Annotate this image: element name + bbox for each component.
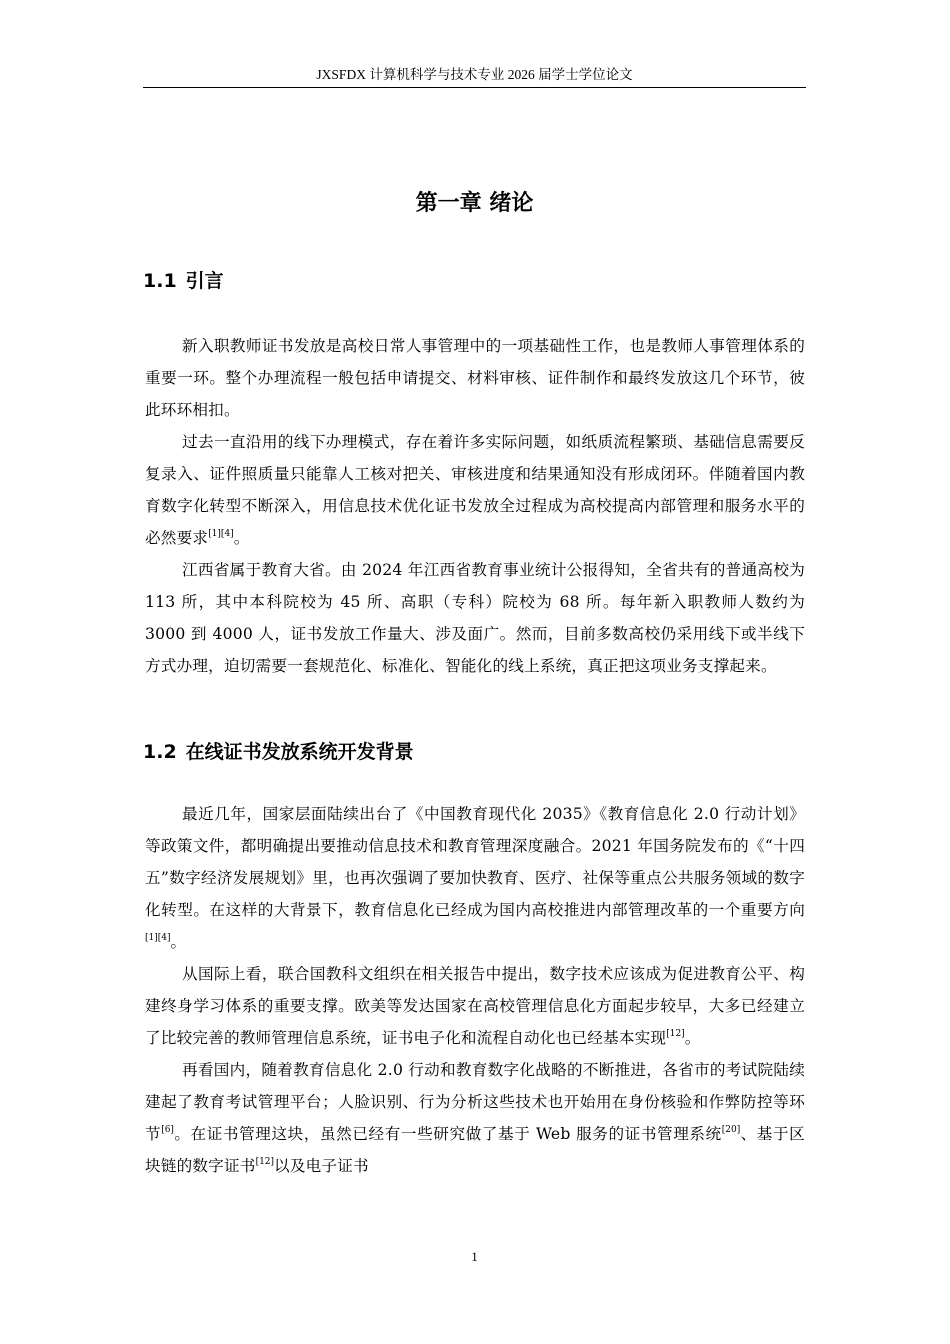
paragraph-text: 。: [684, 1029, 701, 1047]
citation-marker: [6]: [161, 1125, 174, 1135]
body-paragraph: [145, 554, 805, 682]
section-number: 1.1: [143, 270, 177, 292]
header-rule: [143, 87, 806, 88]
paragraph-text: 。: [170, 933, 187, 951]
section-title-text: 引言: [185, 270, 224, 292]
paragraph-text: 最近几年，国家层面陆续出台了《中国教育现代化 2035》《教育信息化 2.0 行动计划》等政策文件，都明确提出要推动信息技术和教育管理深度融合。2021 年国务院发布的《“十四五”数字经济发展规划》里，也再次强调了要加快教育、医疗、社保等重点公共服务领域的数字化转型。在这样的大背景下，教育信息化已经成为国内高校推进内部管理改革的一个重要方向: [145, 805, 805, 919]
paragraph-text: 。: [233, 529, 250, 547]
section-number: 1.2: [143, 741, 177, 763]
body-paragraph: [145, 958, 805, 1054]
section-body-1-2: [145, 798, 805, 1182]
section-title-text: 在线证书发放系统开发背景: [185, 741, 414, 763]
citation-marker: [12]: [666, 1029, 685, 1039]
body-paragraph: [145, 330, 805, 426]
paragraph-text: 过去一直沿用的线下办理模式，存在着许多实际问题，如纸质流程繁琐、基础信息需要反复录入、证件照质量只能靠人工核对把关、审核进度和结果通知没有形成闭环。伴随着国内教育数字化转型不断深入，用信息技术优化证书发放全过程成为高校提高内部管理和服务水平的必然要求: [145, 433, 805, 547]
paragraph-text: 江西省属于教育大省。由 2024 年江西省教育事业统计公报得知，全省共有的普通高校为 113 所，其中本科院校为 45 所、高职（专科）院校为 68 所。每年新入职教师人数约为 3000 到 4000 人，证书发放工作量大、涉及面广。然而，目前多数高校仍采用线下或半线下方式办理，迫切需要一套规范化、标准化、智能化的线上系统，真正把这项业务支撑起来。: [145, 561, 805, 675]
citation-marker: [20]: [721, 1125, 741, 1135]
section-body-1-1: [145, 330, 805, 682]
paragraph-text: 新入职教师证书发放是高校日常人事管理中的一项基础性工作，也是教师人事管理体系的重要一环。整个办理流程一般包括申请提交、材料审核、证件制作和最终发放这几个环节，彼此环环相扣。: [145, 337, 805, 419]
section-heading-1-2: [143, 739, 414, 765]
running-header: JXSFDX 计算机科学与技术专业 2026 届学士学位论文: [316, 67, 633, 82]
citation-marker: [1][4]: [145, 933, 171, 943]
body-paragraph: [145, 426, 805, 554]
citation-marker: [12]: [255, 1157, 275, 1167]
page-number: 1: [471, 1249, 478, 1264]
paragraph-text: 再看国内，随着教育信息化 2.0 行动和教育数字化战略的不断推进，各省市的考试院陆续建起了教育考试管理平台；人脸识别、行为分析这些技术也开始用在身份核验和作弊防控等环节: [145, 1061, 805, 1143]
paragraph-text: 以及电子证书: [274, 1157, 369, 1175]
body-paragraph: [145, 798, 805, 958]
paragraph-text: 从国际上看，联合国教科文组织在相关报告中提出，数字技术应该成为促进教育公平、构建终身学习体系的重要支撑。欧美等发达国家在高校管理信息化方面起步较早，大多已经建立了比较完善的教师管理信息系统，证书电子化和流程自动化也已经基本实现: [145, 965, 805, 1047]
paragraph-text: 。在证书管理这块，虽然已经有一些研究做了基于 Web 服务的证书管理系统: [173, 1125, 722, 1143]
body-paragraph: [145, 1054, 805, 1182]
section-heading-1-1: [143, 268, 224, 294]
chapter-title: 第一章 绪论: [415, 191, 534, 216]
citation-marker: [1][4]: [208, 529, 234, 539]
paragraph-text: 、基于区块链的数字证书: [145, 1125, 805, 1175]
